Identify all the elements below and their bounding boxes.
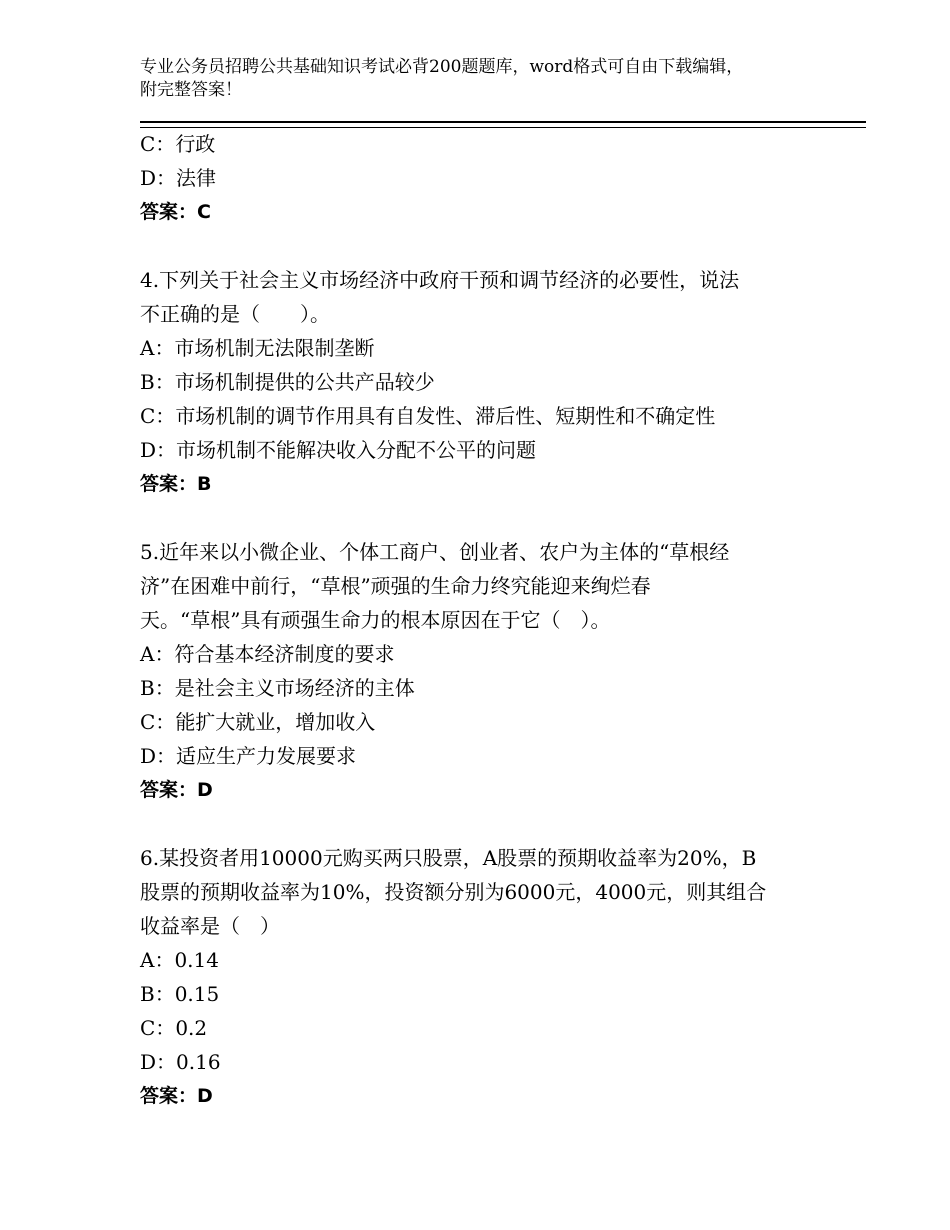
answer: 答案：B [140, 473, 212, 495]
option-c: C：能扩大就业，增加收入 [140, 710, 376, 734]
question-4 [140, 263, 830, 501]
option-c: C：市场机制的调节作用具有自发性、滞后性、短期性和不确定性 [140, 404, 716, 428]
option-a: A：符合基本经济制度的要求 [140, 642, 395, 666]
spacer [140, 807, 830, 841]
question-stem-line: 6.某投资者用10000元购买两只股票，A股票的预期收益率为20%，B [140, 846, 757, 870]
question-stem-line: 4.下列关于社会主义市场经济中政府干预和调节经济的必要性，说法 [140, 268, 740, 292]
option-a: A：市场机制无法限制垄断 [140, 336, 375, 360]
option-b: B：是社会主义市场经济的主体 [140, 676, 415, 700]
page-header [140, 56, 820, 102]
header-line-2: 附完整答案！ [140, 80, 242, 100]
question-3-tail [140, 127, 830, 229]
question-6 [140, 841, 830, 1113]
answer: 答案：D [140, 779, 213, 801]
option-d: D：0.16 [140, 1050, 221, 1074]
option-b: B：0.15 [140, 982, 220, 1006]
question-stem-line: 天。“草根”具有顽强生命力的根本原因在于它（ ）。 [140, 608, 611, 632]
option-a: A：0.14 [140, 948, 219, 972]
question-5 [140, 535, 830, 807]
question-stem-line: 不正确的是（ ）。 [140, 302, 330, 326]
question-list [140, 127, 830, 1113]
option-c: C：0.2 [140, 1016, 208, 1040]
option-d: D：法律 [140, 166, 217, 190]
question-stem-line: 收益率是（ ） [140, 914, 280, 938]
header-line-1: 专业公务员招聘公共基础知识考试必背200题题库，word格式可自由下载编辑， [140, 57, 744, 77]
option-d: D：市场机制不能解决收入分配不公平的问题 [140, 438, 537, 462]
question-stem-line: 股票的预期收益率为10%，投资额分别为6000元，4000元，则其组合 [140, 880, 767, 904]
spacer [140, 501, 830, 535]
option-c: C：行政 [140, 132, 216, 156]
option-b: B：市场机制提供的公共产品较少 [140, 370, 435, 394]
spacer [140, 229, 830, 263]
answer: 答案：C [140, 201, 211, 223]
question-stem-line: 5.近年来以小微企业、个体工商户、创业者、农户为主体的“草根经 [140, 540, 730, 564]
question-stem-line: 济”在困难中前行，“草根”顽强的生命力终究能迎来绚烂春 [140, 574, 651, 598]
option-d: D：适应生产力发展要求 [140, 744, 357, 768]
answer: 答案：D [140, 1085, 213, 1107]
